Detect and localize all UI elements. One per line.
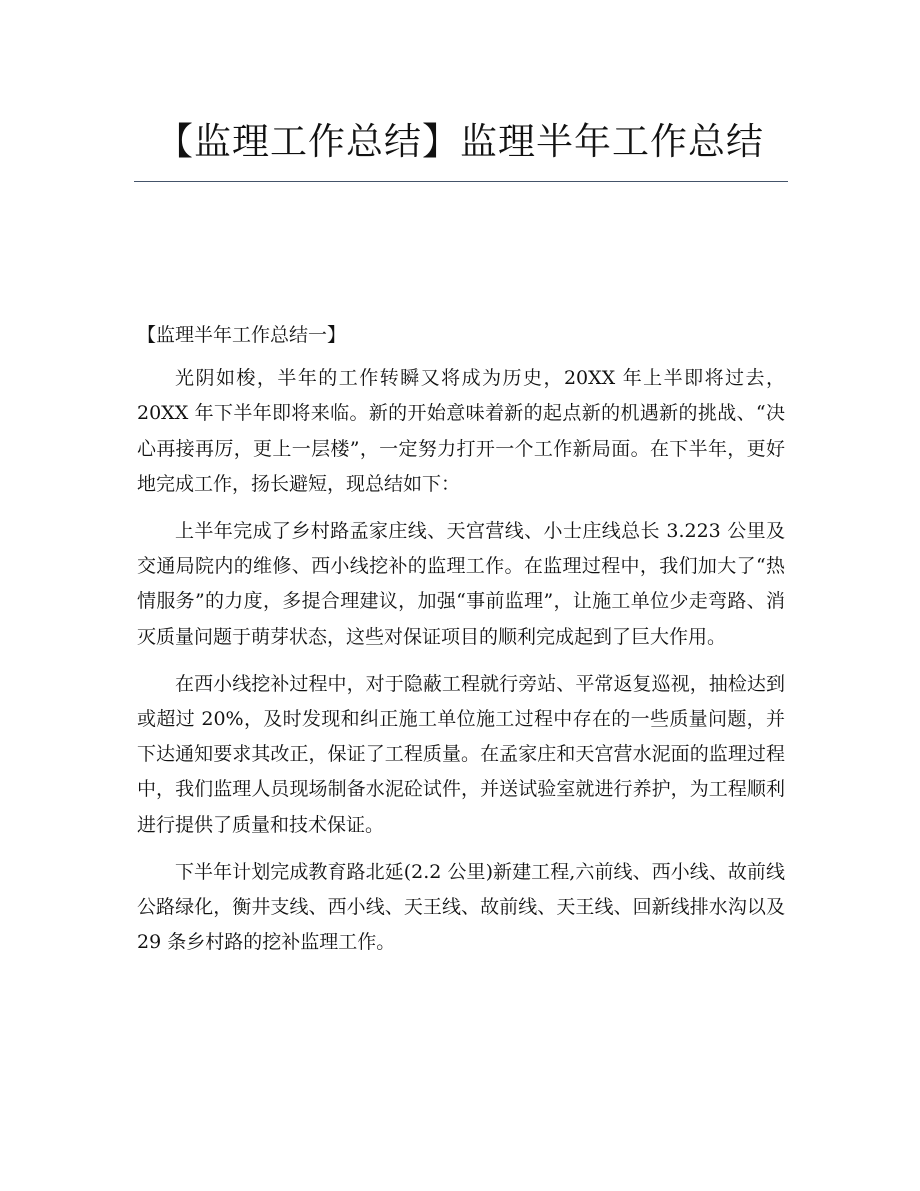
title-divider — [134, 181, 788, 182]
paragraph-3: 在西小线挖补过程中，对于隐蔽工程就行旁站、平常返复巡视，抽检达到或超过 20%，及时发现和纠正施工单位施工过程中存在的一些质量问题，并下达通知要求其改正，保证了工程质量。在孟家庄和天宫营水泥面的监理过程中，我们监理人员现场制备水泥砼试件，并送试验室就进行养护，为工程顺利进行提供了质量和技术保证。 — [137, 672, 785, 836]
section-heading: 【监理半年工作总结一】 — [137, 324, 347, 346]
paragraph-4: 下半年计划完成教育路北延(2.2 公里)新建工程,六前线、西小线、故前线公路绿化，衡井支线、西小线、天王线、故前线、天王线、回新线排水沟以及 29 条乡村路的挖补监理工作。 — [137, 860, 785, 954]
paragraph-1: 光阴如梭，半年的工作转瞬又将成为历史，20XX 年上半即将过去，20XX 年下半年即将来临。新的开始意味着新的起点新的机遇新的挑战、“决心再接再厉，更上一层楼”，一定努力打开一个工作新局面。在下半年，更好地完成工作，扬长避短，现总结如下： — [137, 367, 785, 495]
document-title: 【监理工作总结】监理半年工作总结 — [156, 120, 764, 163]
paragraph-2: 上半年完成了乡村路孟家庄线、天宫营线、小士庄线总长 3.223 公里及交通局院内的维修、西小线挖补的监理工作。在监理过程中，我们加大了“热情服务”的力度，多提合理建议，加强“事前监理”，让施工单位少走弯路、消灭质量问题于萌芽状态，这些对保证项目的顺利完成起到了巨大作用。 — [137, 520, 785, 648]
document-body — [137, 318, 785, 972]
